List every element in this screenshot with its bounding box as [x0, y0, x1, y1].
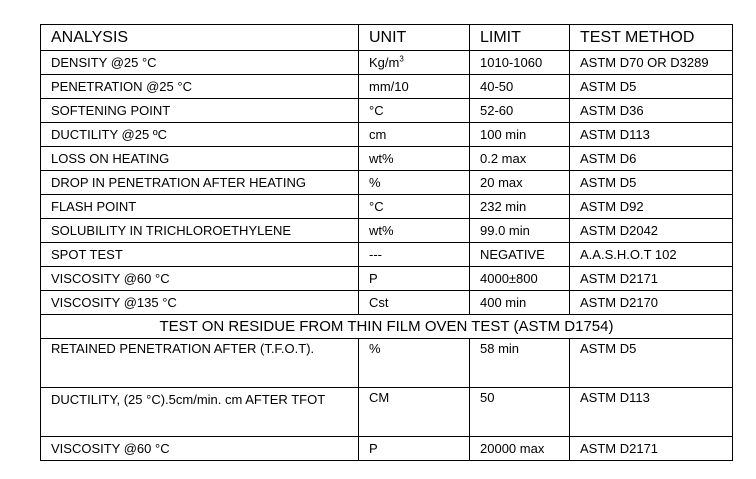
- cell-analysis: VISCOSITY @60 °C: [41, 437, 359, 461]
- cell-limit: 40-50: [470, 75, 570, 99]
- cell-limit: 20000 max: [470, 437, 570, 461]
- cell-method: ASTM D92: [570, 195, 733, 219]
- cell-method: ASTM D2170: [570, 291, 733, 315]
- header-unit: UNIT: [359, 25, 470, 51]
- cell-unit: ---: [359, 243, 470, 267]
- cell-analysis: SOFTENING POINT: [41, 99, 359, 123]
- section-header-row: [41, 315, 733, 339]
- cell-limit: 4000±800: [470, 267, 570, 291]
- cell-analysis: DUCTILITY, (25 °C).5cm/min. cm AFTER TFOT: [41, 388, 359, 437]
- cell-method: ASTM D70 OR D3289: [570, 51, 733, 75]
- cell-analysis: VISCOSITY @60 °C: [41, 267, 359, 291]
- header-analysis: ANALYSIS: [41, 25, 359, 51]
- cell-analysis: FLASH POINT: [41, 195, 359, 219]
- table-row: [41, 75, 733, 99]
- cell-unit: mm/10: [359, 75, 470, 99]
- cell-unit: P: [359, 437, 470, 461]
- cell-analysis: DUCTILITY @25 ºC: [41, 123, 359, 147]
- cell-limit: 20 max: [470, 171, 570, 195]
- table-row: [41, 123, 733, 147]
- cell-analysis: VISCOSITY @135 °C: [41, 291, 359, 315]
- cell-unit: P: [359, 267, 470, 291]
- cell-method: ASTM D5: [570, 339, 733, 388]
- table-row: [41, 195, 733, 219]
- cell-analysis: LOSS ON HEATING: [41, 147, 359, 171]
- cell-limit: 58 min: [470, 339, 570, 388]
- table-row: [41, 267, 733, 291]
- cell-unit: %: [359, 339, 470, 388]
- table-row: [41, 437, 733, 461]
- table-row: [41, 171, 733, 195]
- cell-unit: wt%: [359, 219, 470, 243]
- cell-method: ASTM D2171: [570, 437, 733, 461]
- cell-unit: wt%: [359, 147, 470, 171]
- specification-table: [40, 24, 733, 461]
- cell-method: ASTM D5: [570, 171, 733, 195]
- table-row: [41, 99, 733, 123]
- cell-method: ASTM D2042: [570, 219, 733, 243]
- cell-limit: NEGATIVE: [470, 243, 570, 267]
- cell-analysis: DROP IN PENETRATION AFTER HEATING: [41, 171, 359, 195]
- cell-unit: cm: [359, 123, 470, 147]
- cell-method: ASTM D113: [570, 388, 733, 437]
- cell-method: ASTM D6: [570, 147, 733, 171]
- header-test-method: TEST METHOD: [570, 25, 733, 51]
- cell-unit: %: [359, 171, 470, 195]
- cell-limit: 1010-1060: [470, 51, 570, 75]
- cell-analysis: RETAINED PENETRATION AFTER (T.F.O.T).: [41, 339, 359, 388]
- table-row: [41, 219, 733, 243]
- cell-method: ASTM D113: [570, 123, 733, 147]
- table-row: [41, 147, 733, 171]
- unit-text: Kg/m: [369, 54, 400, 70]
- cell-method: ASTM D2171: [570, 267, 733, 291]
- cell-unit: [359, 51, 470, 75]
- cell-method: ASTM D36: [570, 99, 733, 123]
- cell-limit: 52-60: [470, 99, 570, 123]
- table-row: [41, 388, 733, 437]
- cell-limit: 100 min: [470, 123, 570, 147]
- unit-superscript: 3: [399, 54, 404, 64]
- cell-method: A.A.S.H.O.T 102: [570, 243, 733, 267]
- cell-limit: 232 min: [470, 195, 570, 219]
- header-limit: LIMIT: [470, 25, 570, 51]
- cell-method: ASTM D5: [570, 75, 733, 99]
- cell-unit: °C: [359, 99, 470, 123]
- cell-limit: 99.0 min: [470, 219, 570, 243]
- table-row: [41, 339, 733, 388]
- cell-limit: 0.2 max: [470, 147, 570, 171]
- cell-analysis: SOLUBILITY IN TRICHLOROETHYLENE: [41, 219, 359, 243]
- cell-limit: 50: [470, 388, 570, 437]
- table-header-row: [41, 25, 733, 51]
- section-title: TEST ON RESIDUE FROM THIN FILM OVEN TEST (ASTM D1754): [41, 315, 733, 339]
- cell-unit: Cst: [359, 291, 470, 315]
- cell-analysis: DENSITY @25 °C: [41, 51, 359, 75]
- table-row: [41, 243, 733, 267]
- cell-analysis: PENETRATION @25 °C: [41, 75, 359, 99]
- cell-unit: CM: [359, 388, 470, 437]
- cell-limit: 400 min: [470, 291, 570, 315]
- table-row: [41, 51, 733, 75]
- table-row: [41, 291, 733, 315]
- cell-unit: °C: [359, 195, 470, 219]
- cell-analysis: SPOT TEST: [41, 243, 359, 267]
